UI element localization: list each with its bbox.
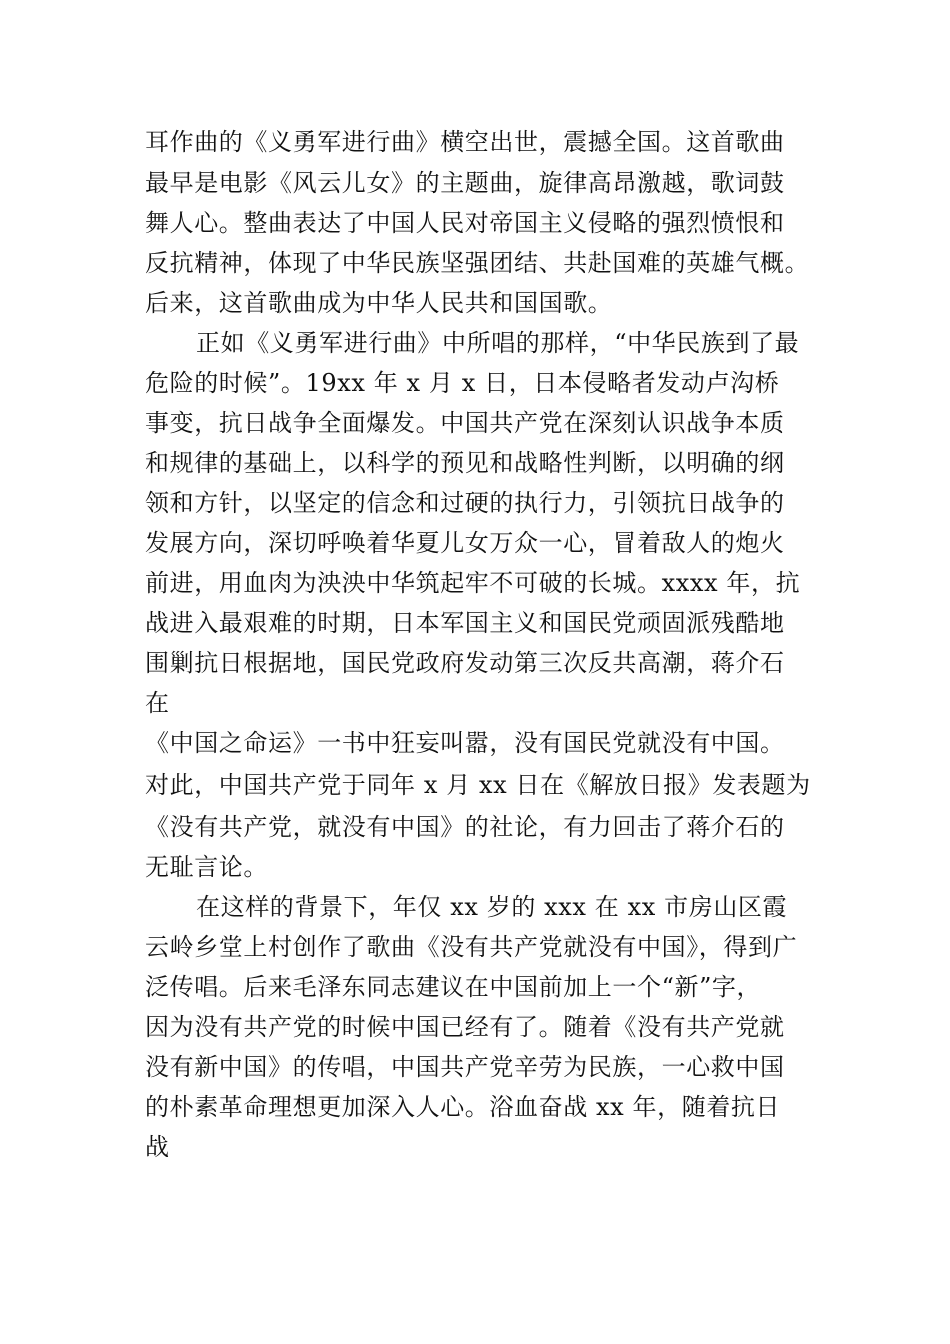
- body-text-line: 危险的时候”。19xx 年 x 月 x 日，日本侵略者发动卢沟桥: [145, 369, 780, 397]
- body-text-line: 事变，抗日战争全面爆发。中国共产党在深刻认识战争本质: [145, 409, 785, 437]
- body-text-line: 因为没有共产党的时候中国已经有了。随着《没有共产党就: [145, 1013, 785, 1041]
- body-text-line: 最早是电影《风云儿女》的主题曲，旋律高昂激越，歌词鼓: [145, 169, 785, 197]
- paragraph-first-line: 正如《义勇军进行曲》中所唱的那样，“中华民族到了最: [196, 329, 800, 357]
- body-text-line: 没有新中国》的传唱，中国共产党辛劳为民族，一心救中国: [145, 1053, 785, 1081]
- body-text-line: 云岭乡堂上村创作了歌曲《没有共产党就没有中国》，得到广: [145, 933, 798, 961]
- body-text-line: 领和方针，以坚定的信念和过硬的执行力，引领抗日战争的: [145, 489, 785, 517]
- body-text-line: 对此，中国共产党于同年 x 月 xx 日在《解放日报》发表题为: [145, 771, 811, 799]
- paragraph-first-line: 在这样的背景下，年仅 xx 岁的 xxx 在 xx 市房山区霞: [196, 893, 788, 921]
- body-text-line: 围剿抗日根据地，国民党政府发动第三次反共高潮，蒋介石: [145, 649, 785, 677]
- body-text-line: 的朴素革命理想更加深入人心。浴血奋战 xx 年，随着抗日: [145, 1093, 781, 1121]
- body-text-line: 《没有共产党，就没有中国》的社论，有力回击了蒋介石的: [145, 813, 785, 841]
- body-text-line: 耳作曲的《义勇军进行曲》横空出世，震撼全国。这首歌曲: [145, 128, 785, 156]
- body-text-line: 战: [145, 1133, 170, 1161]
- body-text-line: 后来，这首歌曲成为中华人民共和国国歌。: [145, 289, 613, 317]
- body-text-line: 和规律的基础上，以科学的预见和战略性判断，以明确的纲: [145, 449, 785, 477]
- body-text-line: 无耻言论。: [145, 853, 268, 881]
- body-text-line: 反抗精神，体现了中华民族坚强团结、共赴国难的英雄气概。: [145, 249, 810, 277]
- body-text-line: 在: [145, 689, 170, 717]
- body-text-line: 舞人心。整曲表达了中国人民对帝国主义侵略的强烈愤恨和: [145, 209, 785, 237]
- body-text-line: 泛传唱。后来毛泽东同志建议在中国前加上一个“新”字，: [145, 973, 762, 1001]
- body-text-line: 《中国之命运》一书中狂妄叫嚣，没有国民党就没有中国。: [145, 729, 785, 757]
- body-text-line: 前进，用血肉为泱泱中华筑起牢不可破的长城。xxxx 年，抗: [145, 569, 801, 597]
- body-text-line: 发展方向，深切呼唤着华夏儿女万众一心，冒着敌人的炮火: [145, 529, 785, 557]
- body-text-line: 战进入最艰难的时期，日本军国主义和国民党顽固派残酷地: [145, 609, 785, 637]
